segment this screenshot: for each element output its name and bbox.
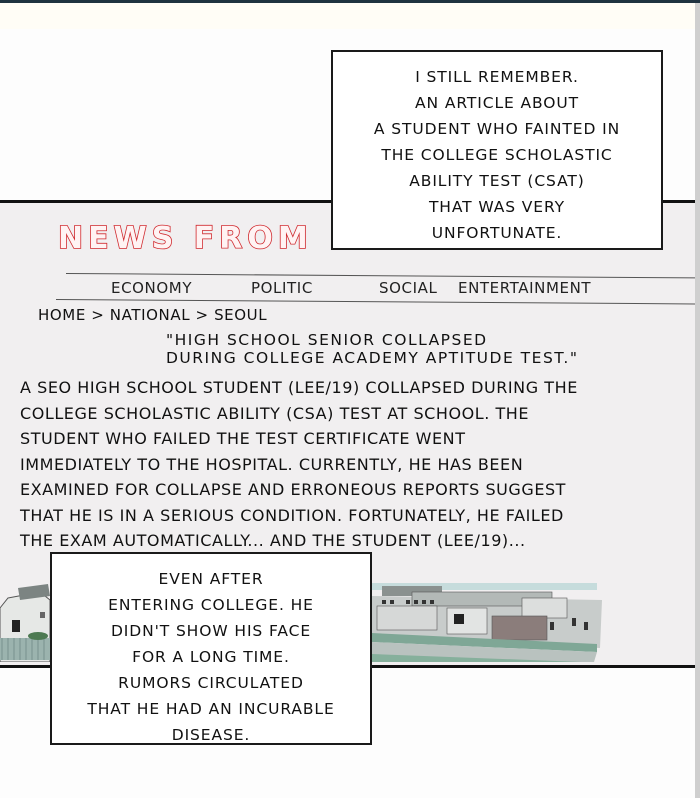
caption-line: ENTERING COLLEGE. HE <box>108 596 314 614</box>
caption-line: THAT WAS VERY <box>428 198 566 216</box>
nav-social[interactable]: SOCIAL <box>379 279 438 297</box>
breadcrumb: HOME > NATIONAL > SEOUL <box>38 306 268 324</box>
nav-economy[interactable]: ECONOMY <box>111 279 193 297</box>
nav-divider-top <box>66 273 695 278</box>
caption-line: AN ARTICLE ABOUT <box>415 94 579 112</box>
caption-line: I STILL REMEMBER. <box>415 68 579 86</box>
headline-line: DURING COLLEGE ACADEMY APTITUDE TEST." <box>166 349 579 367</box>
article-line: A SEO HIGH SCHOOL STUDENT (LEE/19) COLLAPSED DURING THE <box>20 378 578 397</box>
caption-line: DISEASE. <box>171 726 251 744</box>
scrollbar[interactable] <box>695 3 700 798</box>
article-line: THAT HE IS IN A SERIOUS CONDITION. FORTUNATELY, HE FAILED <box>20 505 564 525</box>
caption-box-bottom <box>50 552 372 745</box>
article-line: IMMEDIATELY TO THE HOSPITAL. CURRENTLY, HE HAS BEEN <box>20 454 524 474</box>
caption-line: FOR A LONG TIME. <box>132 648 290 666</box>
nav-entertainment[interactable]: ENTERTAINMENT <box>458 279 592 297</box>
article-line: COLLEGE SCHOLASTIC ABILITY (CSA) TEST AT SCHOOL. THE <box>20 403 530 423</box>
caption-line: A STUDENT WHO FAINTED IN <box>373 120 621 138</box>
caption-line: UNFORTUNATE. <box>431 224 563 242</box>
article-line: STUDENT WHO FAILED THE TEST CERTIFICATE WENT <box>20 429 466 448</box>
caption-line: DIDN'T SHOW HIS FACE <box>110 622 312 640</box>
caption-line: EVEN AFTER <box>158 570 264 588</box>
caption-line: THE COLLEGE SCHOLASTIC <box>381 146 613 164</box>
headline-line: "HIGH SCHOOL SENIOR COLLAPSED <box>166 331 488 349</box>
top-strip <box>0 3 700 29</box>
caption-box-top <box>331 50 663 250</box>
article-line: THE EXAM AUTOMATICALLY... AND THE STUDENT (LEE/19)... <box>20 531 526 550</box>
article-line: EXAMINED FOR COLLAPSE AND ERRONEOUS REPORTS SUGGEST <box>20 480 567 499</box>
nav-divider-bottom <box>56 299 695 304</box>
article-headline <box>166 331 578 367</box>
caption-line: ABILITY TEST (CSAT) <box>409 172 585 190</box>
article-body <box>20 375 688 554</box>
caption-line: THAT HE HAD AN INCURABLE <box>87 700 335 718</box>
caption-line: RUMORS CIRCULATED <box>118 674 304 692</box>
nav-politic[interactable]: POLITIC <box>251 279 313 297</box>
building-illustration-right <box>372 578 612 662</box>
building-illustration-left <box>0 578 55 662</box>
news-title: NEWS FROM <box>58 221 313 256</box>
